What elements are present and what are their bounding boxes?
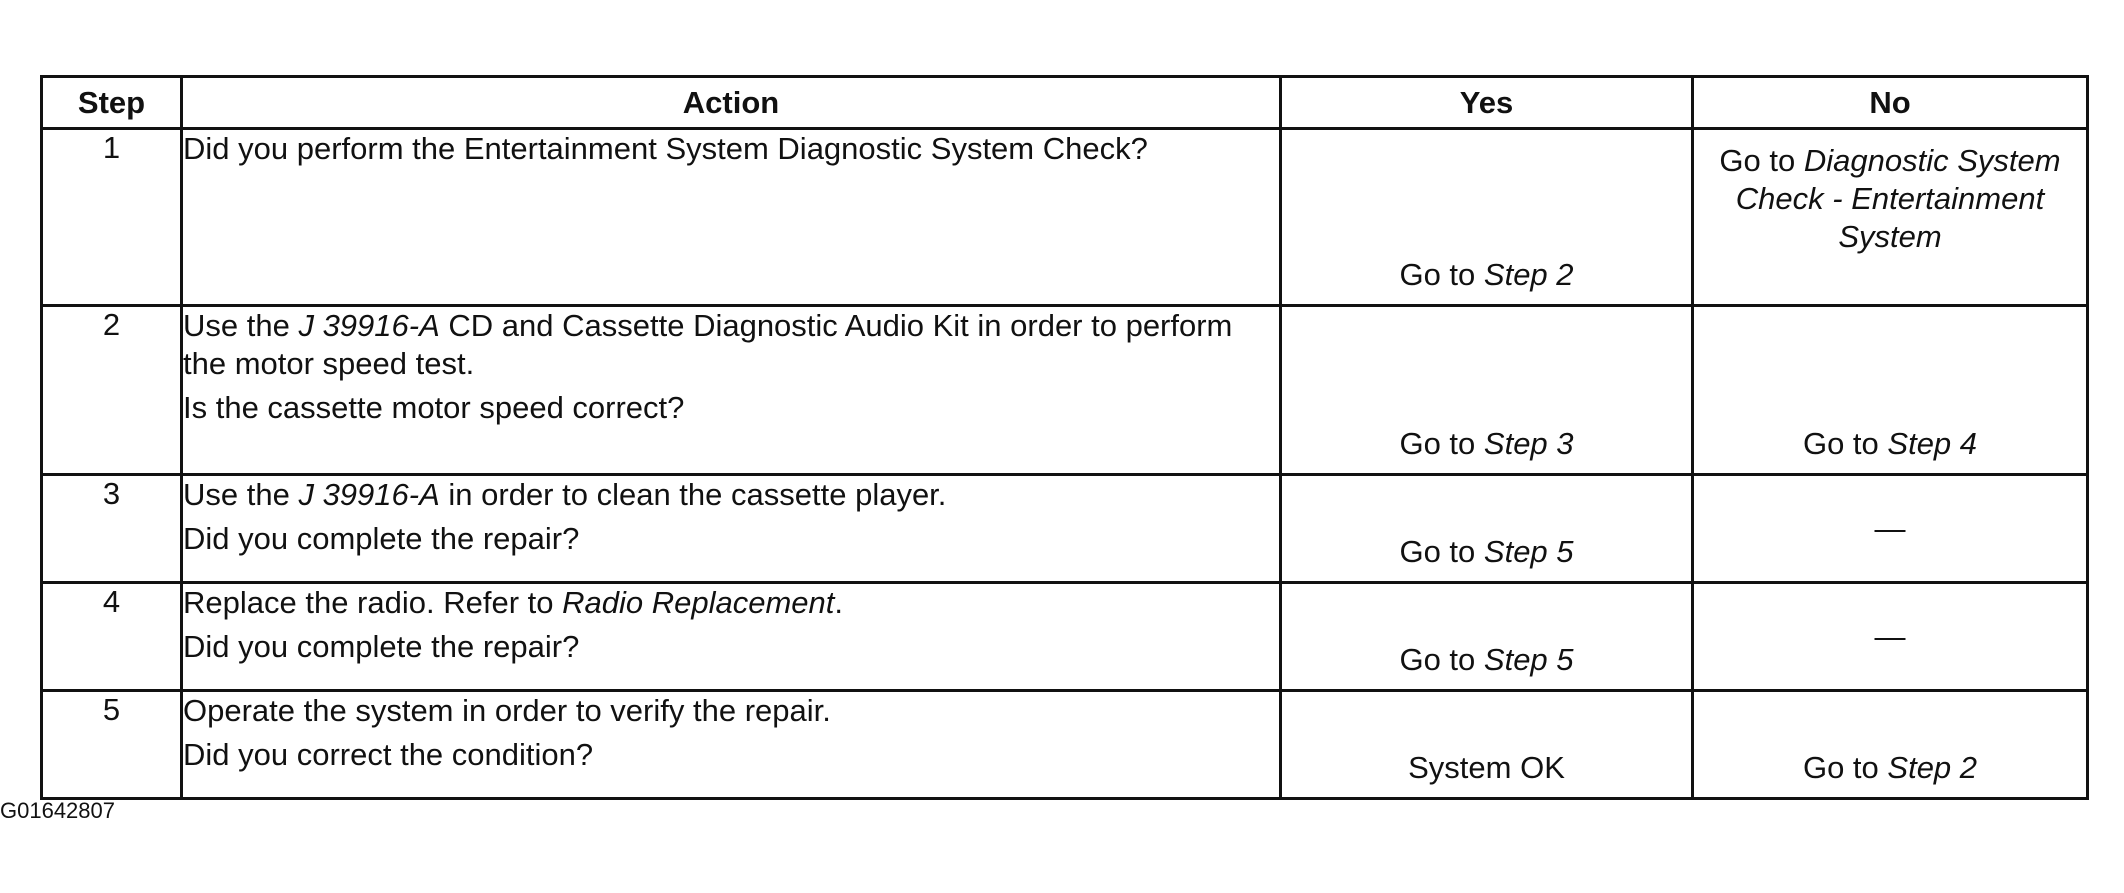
text-run: Replace the radio. Refer to [183, 585, 563, 620]
text-run: Is the cassette motor speed correct? [183, 390, 685, 425]
no-text [1875, 510, 1906, 548]
yes-cell [1281, 691, 1693, 799]
action-cell [182, 475, 1281, 583]
diagnostic-table [40, 75, 2089, 800]
no-cell [1693, 306, 2088, 475]
no-result [1694, 584, 2086, 689]
header-no: No [1693, 77, 2088, 129]
yes-text [1292, 425, 1681, 463]
step-number: 4 [42, 583, 182, 691]
text-run: Did you complete the repair? [183, 629, 580, 664]
text-run: — [1874, 510, 1906, 546]
text-run: Go to [1399, 426, 1484, 461]
text-run: Go to [1802, 426, 1888, 461]
no-cell [1693, 475, 2088, 583]
header-step: Step [42, 77, 182, 129]
italic-text: Step 5 [1483, 642, 1574, 677]
no-cell [1693, 691, 2088, 799]
action-paragraph [183, 307, 1279, 383]
italic-text: Step 4 [1887, 426, 1978, 461]
text-run: Did you complete the repair? [183, 521, 580, 556]
yes-text [1292, 256, 1681, 294]
action-paragraph [183, 476, 1279, 514]
text-run: Use the [183, 308, 299, 343]
yes-result [1282, 307, 1691, 473]
no-cell [1693, 129, 2088, 306]
text-run: Go to [1399, 642, 1484, 677]
action-cell [182, 583, 1281, 691]
yes-result [1282, 476, 1691, 581]
text-run: Operate the system in order to verify the repair. [183, 693, 831, 728]
italic-text: Step 2 [1483, 257, 1574, 292]
yes-cell [1281, 475, 1693, 583]
italic-text: Diagnostic System Check - Entertainment System [1735, 143, 2061, 254]
italic-text: J 39916-A [298, 477, 440, 512]
step-number: 3 [42, 475, 182, 583]
figure-id: G01642807 [0, 798, 115, 823]
action-paragraph [183, 628, 1279, 666]
text-run: System OK [1408, 750, 1565, 785]
italic-text: Step 5 [1483, 534, 1574, 569]
step-number: 2 [42, 306, 182, 475]
table-row [42, 691, 2088, 799]
yes-text [1292, 749, 1681, 787]
no-result [1694, 130, 2086, 266]
yes-cell [1281, 306, 1693, 475]
text-run: Go to [1719, 143, 1804, 178]
italic-text: Radio Replacement [562, 585, 835, 620]
action-paragraph [183, 736, 1279, 774]
no-text [1704, 749, 2076, 787]
action-cell [182, 306, 1281, 475]
no-text [1704, 142, 2076, 256]
action-paragraph [183, 389, 1279, 427]
action-paragraph [183, 692, 1279, 730]
yes-text [1292, 533, 1681, 571]
action-cell [182, 691, 1281, 799]
yes-result [1282, 584, 1691, 689]
action-paragraph [183, 520, 1279, 558]
italic-text: Step 2 [1887, 750, 1978, 785]
table-row [42, 129, 2088, 306]
italic-text: Step 3 [1483, 426, 1574, 461]
text-run: Did you perform the Entertainment System Diagnostic System Check? [183, 131, 1148, 166]
text-run: Go to [1399, 257, 1484, 292]
yes-cell [1281, 129, 1693, 306]
yes-cell [1281, 583, 1693, 691]
text-run: — [1874, 618, 1906, 654]
text-run: Go to [1802, 750, 1888, 785]
header-action: Action [182, 77, 1281, 129]
text-run: Go to [1399, 534, 1484, 569]
table-row [42, 306, 2088, 475]
table-row [42, 475, 2088, 583]
action-paragraph [183, 130, 1279, 168]
action-paragraph [183, 584, 1279, 622]
yes-result [1282, 692, 1691, 797]
no-result [1694, 692, 2086, 797]
text-run: CD and Cassette Diagnostic Audio Kit in order to perform the motor speed test. [183, 308, 1233, 381]
table-row [42, 583, 2088, 691]
no-text [1704, 425, 2076, 463]
no-text [1875, 618, 1906, 656]
italic-text: J 39916-A [298, 308, 440, 343]
no-result [1694, 307, 2086, 473]
action-cell [182, 129, 1281, 306]
text-run: . [834, 585, 843, 620]
yes-text [1292, 641, 1681, 679]
header-yes: Yes [1281, 77, 1693, 129]
no-cell [1693, 583, 2088, 691]
text-run: in order to clean the cassette player. [439, 477, 947, 512]
header-row [42, 77, 2088, 129]
text-run: Did you correct the condition? [183, 737, 594, 772]
step-number: 5 [42, 691, 182, 799]
yes-result [1282, 130, 1691, 304]
step-number: 1 [42, 129, 182, 306]
no-result [1694, 476, 2086, 581]
text-run: Use the [183, 477, 299, 512]
